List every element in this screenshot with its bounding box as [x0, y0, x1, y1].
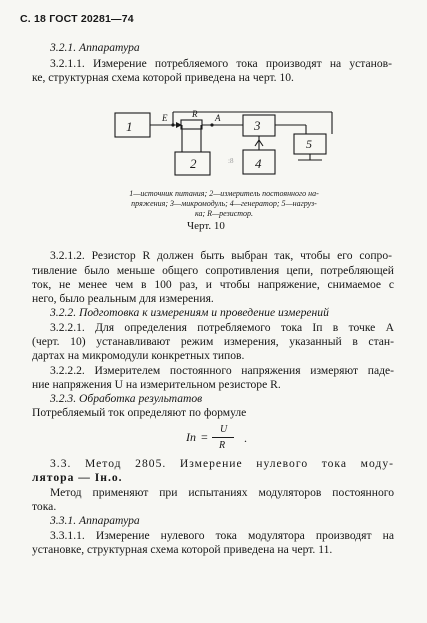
para-3-2-1-1-line1: 3.2.1.1. Измерение потребляемого тока производят на установ-: [50, 57, 392, 70]
para-3-2-1-2-line3: ток, не менее чем в 100 раз, и чтобы напряжение, снимаемое с: [32, 278, 394, 291]
box-power-source: [115, 113, 150, 137]
formula-fraction-bar: [212, 437, 234, 438]
box-3-label: 3: [254, 118, 261, 133]
para-3-3-line1: Метод применяют при испытаниях модуляторов постоянного: [50, 486, 394, 499]
section-3-2-1-title: 3.2.1. Аппаратура: [50, 41, 140, 54]
label-e: E: [162, 113, 168, 123]
para-3-2-2-1-line3: дартах на микромодули конкретных типов.: [32, 349, 245, 362]
caption-line2: пряжения; 3—микромодуль; 4—генератор; 5—нагруз-: [131, 199, 317, 208]
box-4-label: 4: [255, 156, 262, 171]
label-a: A: [215, 113, 221, 123]
section-3-3-line2: лятора — Iн.о.: [32, 471, 123, 484]
para-3-2-2-1-line2: (черт. 10) устанавливают режим измерения, указанный в стан-: [32, 335, 394, 348]
box-2-label: 2: [190, 156, 197, 171]
para-3-2-1-2-line4: него, было реальным для измерения.: [32, 292, 214, 305]
para-3-2-2-2-line1: 3.2.2.2. Измерителем постоянного напряжения измеряют паде-: [50, 364, 394, 377]
para-3-2-3-line1: Потребляемый ток определяют по формуле: [32, 406, 247, 419]
formula-tail: .: [244, 431, 247, 445]
box-5-label: 5: [306, 137, 312, 151]
para-3-2-1-2-line1: 3.2.1.2. Резистор R должен быть выбран так, чтобы его сопро-: [50, 249, 392, 262]
para-3-2-2-1-line1: 3.2.2.1. Для определения потребляемого тока Iп в точке A: [50, 321, 394, 334]
caption-line1: 1—источник питания; 2—измеритель постоянного на-: [129, 189, 319, 198]
para-3-3-1-1-line1: 3.3.1.1. Измерение нулевого тока модулятора производят на: [50, 529, 394, 542]
formula-denominator: R: [219, 440, 226, 451]
section-3-2-3-title: 3.2.3. Обработка результатов: [50, 392, 203, 405]
section-3-3-line1: 3.3. Метод 2805. Измерение нулевого тока моду-: [50, 457, 394, 470]
para-3-3-line2: тока.: [32, 500, 57, 513]
figure-caption: [104, 189, 344, 219]
formula-equals: =: [201, 430, 208, 444]
caption-line3: ка; R—резистор.: [194, 209, 254, 218]
box-1-label: 1: [126, 119, 133, 134]
formula-lhs: Iп: [186, 430, 196, 444]
figure-number: Черт. 10: [187, 220, 225, 232]
para-3-2-1-1-line2: ке, структурная схема которой приведена на черт. 10.: [32, 71, 294, 84]
svg-text::8: :8: [228, 157, 234, 165]
para-3-2-2-2-line2: ние напряжения U на измерительном резисторе R.: [32, 378, 281, 391]
para-3-2-1-2-line2: тивление было меньше общего сопротивления цепи, потребляющей: [32, 264, 394, 277]
section-3-2-2-title: 3.2.2. Подготовка к измерениям и проведение измерений: [50, 306, 329, 319]
page-header: С. 18 ГОСТ 20281—74: [20, 13, 134, 25]
resistor-r: [181, 120, 202, 129]
formula-numerator: U: [220, 424, 228, 435]
label-r: R: [192, 109, 198, 119]
section-3-3-1-title: 3.3.1. Аппаратура: [50, 514, 140, 527]
para-3-3-1-1-line2: установке, структурная схема которой приведена на черт. 11.: [32, 543, 333, 556]
